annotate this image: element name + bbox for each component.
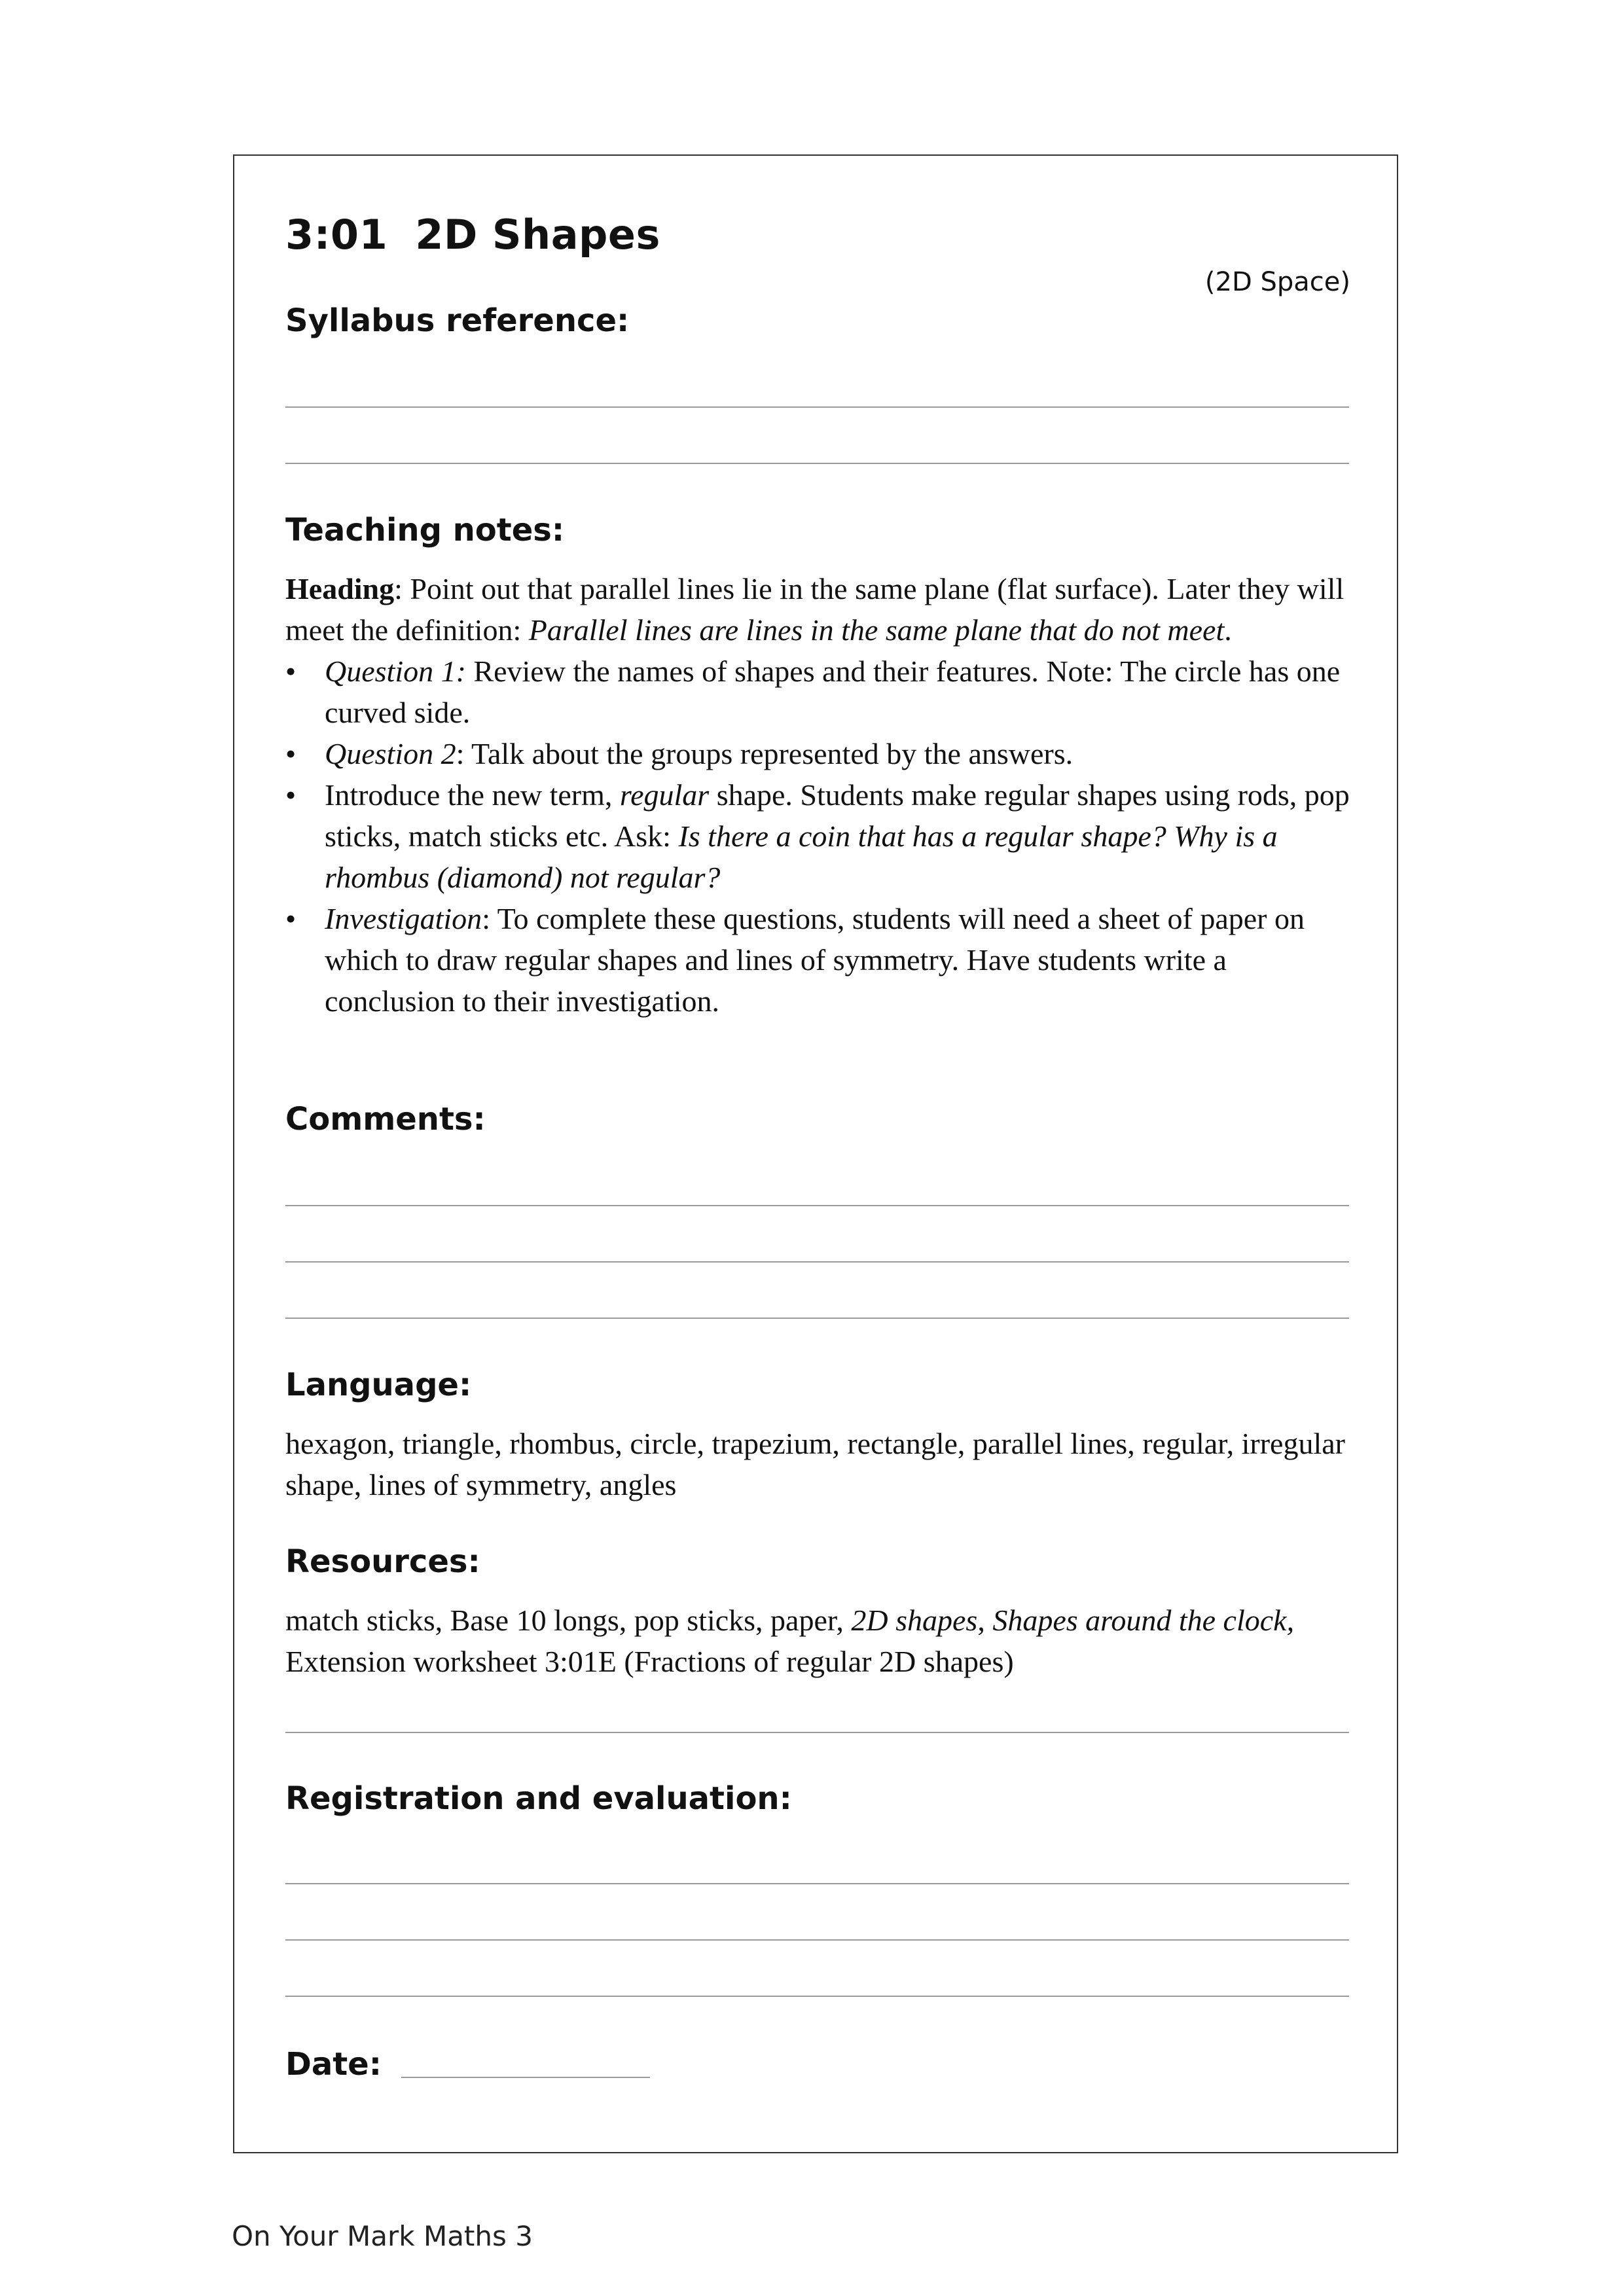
bullet-question: Is there a coin that has a regular shape? Why is a rhombus (diamond) not regular? [325,819,1278,894]
section-number: 3:01 [285,211,388,259]
resources-item: 2D shapes [851,1604,978,1637]
registration-line-3 [285,1996,1349,1997]
comments-line-3 [285,1318,1349,1319]
date-label: Date: [285,2046,382,2083]
comments-line-2 [285,1261,1349,1263]
registration-heading: Registration and evaluation: [285,1780,792,1817]
bullet-term: regular [619,778,710,812]
bullet-text: Review the names of shapes and their features. Note: The circle has one curved side. [325,655,1341,729]
bullet-text: : Talk about the groups represented by the answers. [456,737,1074,770]
bullet-lead: Question 1: [325,655,466,688]
bullet-icon: • [285,737,297,770]
intro-label: Heading [285,572,395,605]
comments-heading: Comments: [285,1101,486,1138]
list-item [285,733,1359,774]
teaching-notes-heading: Teaching notes: [285,512,565,548]
bullet-lead: Question 2 [325,737,456,770]
bullet-text: shape. Students make regular shapes using rods, pop sticks, match sticks etc. Ask: [325,778,1350,853]
footer-text: On Your Mark Maths 3 [232,2220,533,2252]
language-heading: Language: [285,1367,472,1403]
strand-label: (2D Space) [1204,267,1350,297]
resources-item: Shapes around the clock, [992,1604,1295,1637]
list-item [285,898,1359,1022]
resources-separator: , [977,1604,993,1637]
bullet-text: Introduce the new term, [325,778,620,812]
syllabus-line-1 [285,406,1349,408]
bullet-lead: Investigation [325,902,482,935]
resources-line [285,1732,1349,1733]
bullet-icon: • [285,902,297,935]
teaching-notes-list [285,651,1359,1022]
resources-heading: Resources: [285,1543,480,1580]
intro-end: . [1224,613,1232,647]
bullet-text: : To complete these questions, students will need a sheet of paper on which to draw regular shapes and lines of symmetry. Have students write a conclusion to their investigation. [325,902,1305,1018]
list-item [285,651,1359,733]
syllabus-heading: Syllabus reference: [285,302,630,339]
comments-line-1 [285,1205,1349,1206]
teaching-notes-intro [285,568,1359,651]
language-text: hexagon, triangle, rhombus, circle, trapezium, rectangle, parallel lines, regular, irregular shape, lines of symmetry, angles [285,1427,1345,1501]
syllabus-line-2 [285,463,1349,464]
resources-part: match sticks, Base 10 longs, pop sticks, paper, [285,1604,852,1637]
bullet-icon: • [285,655,297,688]
registration-line-2 [285,1939,1349,1941]
date-line [401,2077,650,2078]
page-title [285,211,660,259]
bullet-icon: • [285,778,297,812]
page-frame [233,154,1398,2153]
registration-line-1 [285,1883,1349,1884]
intro-definition: Parallel lines are lines in the same plane that do not meet [528,613,1225,647]
section-title: 2D Shapes [415,211,660,259]
intro-text: : Point out that parallel lines lie in the same plane (flat surface). Later they will meet the definition: [285,572,1344,647]
list-item [285,774,1359,898]
resources-text [285,1600,1359,1682]
teaching-notes-body [285,568,1359,1022]
resources-part: Extension worksheet 3:01E (Fractions of regular 2D shapes) [285,1645,1014,1678]
